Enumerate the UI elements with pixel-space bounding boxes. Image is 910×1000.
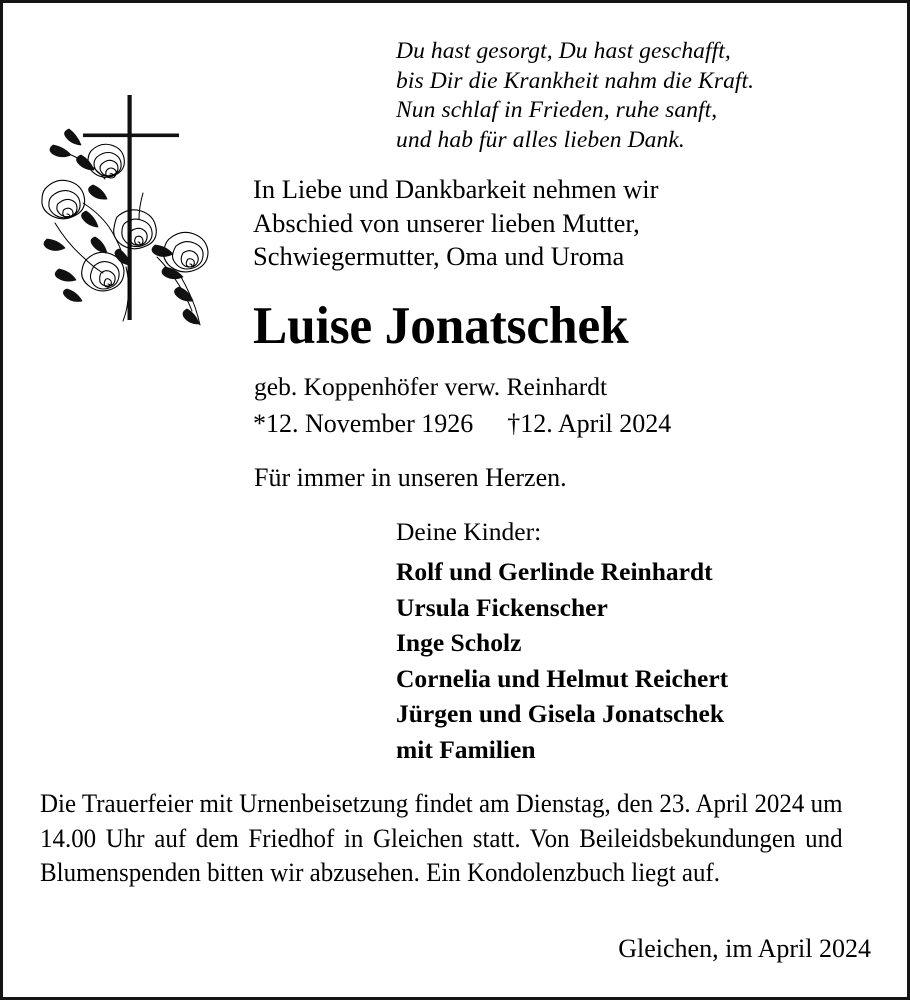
- birth-symbol-icon: *: [253, 409, 266, 438]
- rose-upper-left: [88, 144, 124, 178]
- intro-line: Abschied von unserer lieben Mutter,: [253, 207, 640, 238]
- cross-with-roses-illustration: [31, 81, 231, 331]
- verse-line: bis Dir die Krankheit nahm die Kraft.: [396, 67, 755, 94]
- death-symbol-icon: †: [507, 409, 521, 438]
- survivor-name: Jürgen und Gisela Jonatschek: [396, 699, 725, 728]
- rose-left: [42, 180, 85, 218]
- place-and-date: Gleichen, im April 2024: [618, 934, 871, 963]
- survivor-name: Cornelia und Helmut Reichert: [396, 663, 729, 693]
- maiden-name: geb. Koppenhöfer verw. Reinhardt: [254, 372, 608, 401]
- death-date: 12. April 2024: [520, 409, 672, 438]
- funeral-details-text: Die Trauerfeier mit Urnenbeisetzung findet am Dienstag, den 23. April 2024 um 14.00 Uhr auf dem Friedhof in Gleichen statt. Von Beileidsbekundungen und Blumenspenden bitten wir abzusehen. Ein Kondolenzbuch liegt auf.: [40, 789, 843, 887]
- intro-text: [253, 173, 813, 274]
- survivors-block: [396, 515, 866, 767]
- birth-date: 12. November 1926: [266, 409, 474, 438]
- memorial-line: Für immer in unseren Herzen.: [254, 463, 567, 492]
- memorial-verse: [396, 37, 866, 155]
- verse-line: und hab für alles lieben Dank.: [396, 126, 685, 153]
- survivors-heading: Deine Kinder:: [396, 517, 542, 546]
- survivor-name: Inge Scholz: [396, 628, 522, 657]
- intro-line: In Liebe und Dankbarkeit nehmen wir: [253, 174, 659, 204]
- rose-leaves: [44, 129, 199, 324]
- intro-line: Schwiegermutter, Oma und Uroma: [253, 241, 625, 271]
- verse-line: Du hast gesorgt, Du hast geschafft,: [396, 38, 731, 64]
- life-dates: [253, 408, 671, 440]
- survivor-name: Ursula Fickenscher: [396, 592, 608, 622]
- rose-center: [114, 210, 157, 249]
- survivor-name: mit Familien: [396, 734, 536, 764]
- verse-line: Nun schlaf in Frieden, ruhe sanft,: [396, 97, 718, 123]
- deceased-name: Luise Jonatschek: [253, 297, 629, 355]
- survivors-list: [396, 554, 866, 767]
- cross-shape: [83, 95, 179, 320]
- survivor-name: Rolf und Gerlinde Reinhardt: [396, 557, 713, 586]
